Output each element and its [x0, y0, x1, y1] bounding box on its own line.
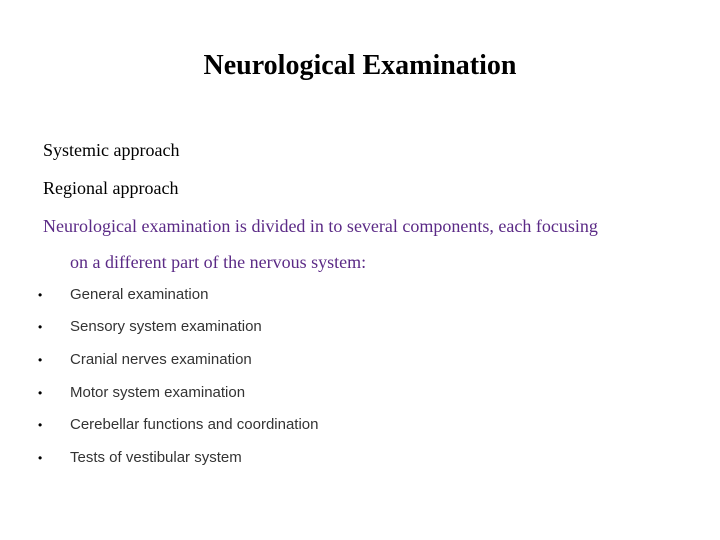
- list-item-label: Cranial nerves examination: [70, 351, 252, 368]
- line-systemic-approach: Systemic approach: [43, 140, 180, 160]
- bullet-icon: •: [38, 288, 43, 302]
- bullet-icon: •: [38, 386, 43, 400]
- line-components-intro: Neurological examination is divided in to several components, each focusing: [43, 216, 598, 236]
- list-item-label: Tests of vestibular system: [70, 449, 242, 466]
- line-components-intro-continued: on a different part of the nervous system:: [70, 252, 367, 272]
- bullet-icon: •: [38, 418, 43, 432]
- slide-title: Neurological Examination: [203, 50, 517, 81]
- line-regional-approach: Regional approach: [43, 178, 179, 198]
- bullet-icon: •: [38, 451, 43, 465]
- bullet-icon: •: [38, 353, 43, 367]
- list-item-label: Motor system examination: [70, 384, 246, 401]
- list-item-label: Cerebellar functions and coordination: [70, 416, 319, 433]
- bullet-icon: •: [38, 320, 43, 334]
- list-item-label: Sensory system examination: [70, 318, 262, 335]
- list-item-label: General examination: [70, 286, 209, 303]
